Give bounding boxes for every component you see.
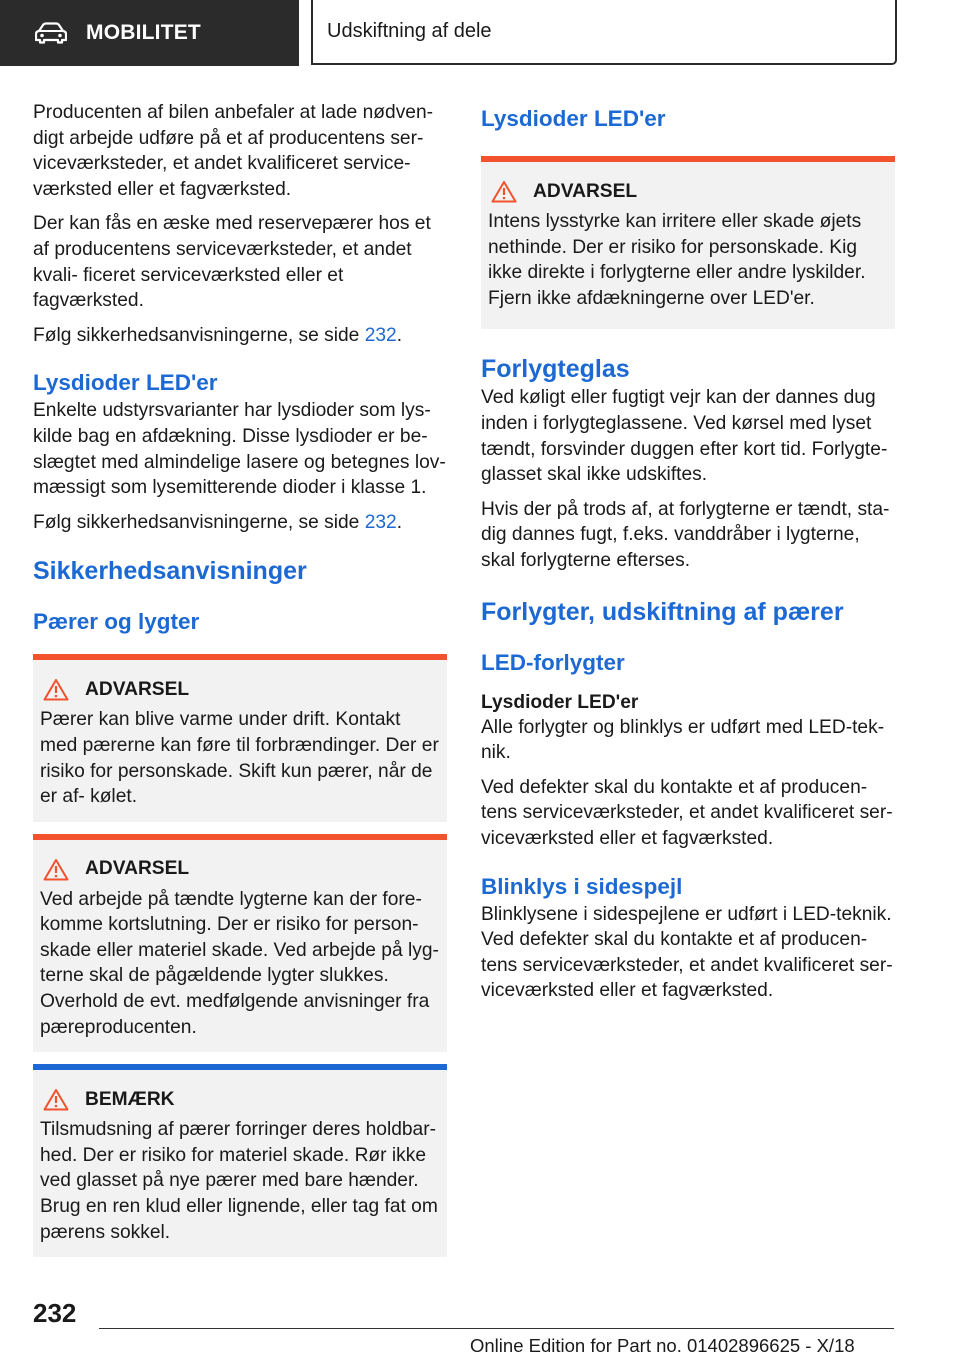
warning-icon: [43, 858, 69, 881]
page-title-bar: [311, 0, 897, 65]
heading-blink: Blinklys i sidespejl: [481, 873, 683, 899]
subheading-led: Lysdioder LED'er: [481, 691, 639, 713]
left-column: [33, 100, 447, 1257]
paragraph: Ved køligt eller fugtigt vejr kan der dannes dug inden i forlygteglassene. Ved kørsel med lyset tændt, forsvinder duggen efter kort tid. Forlygte‐ glasset skal ikke udskiftes.: [481, 387, 888, 486]
warning-text: Intens lysstyrke kan irritere eller skade øjets nethinde. Der er risiko for personskade. Kig ikke direkte i forlygterne eller andre lyskilder. Fjern ikke afdækningerne over LED'er.: [488, 211, 866, 309]
warning-box: [481, 156, 895, 329]
page-link[interactable]: 232: [364, 511, 397, 533]
paragraph: Producenten af bilen anbefaler at lade nødven‐ digt arbejde udføre på et af producentens ser‐ viceværksteder, et andet kvalificeret service‐ værksted eller et fagværksted.: [33, 102, 434, 200]
note-box: [33, 1064, 447, 1257]
warning-text: Pærer kan blive varme under drift. Kontakt med pærerne kan føre til forbrændinger. Der er risiko for personskade. Skift kun pærer, når de er af‐ kølet.: [40, 709, 439, 808]
warning-icon: [491, 180, 517, 203]
heading-led-headlights: LED-forlygter: [481, 649, 625, 675]
page-title: Udskiftning af dele: [327, 20, 492, 42]
section-label: MOBILITET: [86, 21, 201, 44]
right-column: [481, 104, 895, 1013]
footer-divider: [99, 1328, 894, 1329]
warning-box: [33, 834, 447, 1053]
heading-led: Lysdioder LED'er: [481, 106, 666, 131]
note-title: BEMÆRK: [85, 1088, 175, 1110]
warning-text: Ved arbejde på tændte lygterne kan der fore‐ komme kortslutning. Der er risiko for person‐ skade eller materiel skade. Ved arbejde på lyg‐ terne skal de pågældende lygter slukkes. Overhold de evt. medfølgende anvisninger fra pæreproducenten.: [40, 888, 439, 1038]
warning-icon: [43, 1088, 69, 1111]
paragraph: Hvis der på trods af, at forlygterne er tændt, sta‐ dig dannes fugt, f.eks. vanddråber i lygterne, skal forlygterne efterses.: [481, 498, 890, 571]
warning-icon: [43, 678, 69, 701]
section-tab: [0, 0, 299, 66]
paragraph: Ved defekter skal du kontakte et af producen‐ tens serviceværksteder, et andet kvalificeret ser‐ viceværksted eller et fagværksted.: [481, 776, 893, 849]
heading-bulbs: Pærer og lygter: [33, 609, 200, 635]
edition-text: Online Edition for Part no. 01402896625 - X/18: [470, 1335, 855, 1356]
paragraph: Alle forlygter og blinklys er udført med LED-tek‐ nik.: [481, 716, 885, 764]
warning-title: ADVARSEL: [533, 180, 638, 202]
warning-box: [33, 654, 447, 821]
warning-title: ADVARSEL: [85, 858, 190, 880]
paragraph: Enkelte udstyrsvarianter har lysdioder som lys‐ kilde bag en afdækning. Disse lysdioder er be‐ slægtet med almindelige lasere og betegnes lov‐ mæssigt som lysemitterende dioder i klasse 1.: [33, 400, 446, 499]
paragraph: Følg sikkerhedsanvisningerne, se side 232.: [33, 324, 403, 346]
car-icon: [35, 22, 67, 44]
heading-led: Lysdioder LED'er: [33, 370, 218, 396]
heading-replace: Forlygter, udskiftning af pærer: [481, 597, 844, 626]
paragraph: Der kan fås en æske med reservepærer hos et af producentens serviceværksteder, et andet kvali‐ ficeret serviceværksted eller et fagværksted.: [33, 213, 431, 312]
heading-glass: Forlygteglas: [481, 355, 630, 384]
paragraph: Følg sikkerhedsanvisningerne, se side 232.: [33, 511, 403, 533]
heading-safety: Sikkerhedsanvisninger: [33, 557, 307, 586]
warning-title: ADVARSEL: [85, 678, 190, 700]
page-number: 232: [33, 1298, 77, 1328]
paragraph: Blinklysene i sidespejlene er udført i LED-teknik. Ved defekter skal du kontakte et af producen‐ tens serviceværksteder, et andet kvalificeret ser‐ viceværksted eller et fagværksted.: [481, 903, 893, 1002]
note-text: Tilsmudsning af pærer forringer deres holdbar‐ hed. Der er risiko for materiel skade. Rør ikke ved glasset på nye pærer med bare hænder. Brug en ren klud eller lignende, eller tag fat om pærens sokkel.: [40, 1119, 438, 1243]
page-link[interactable]: 232: [364, 324, 397, 346]
